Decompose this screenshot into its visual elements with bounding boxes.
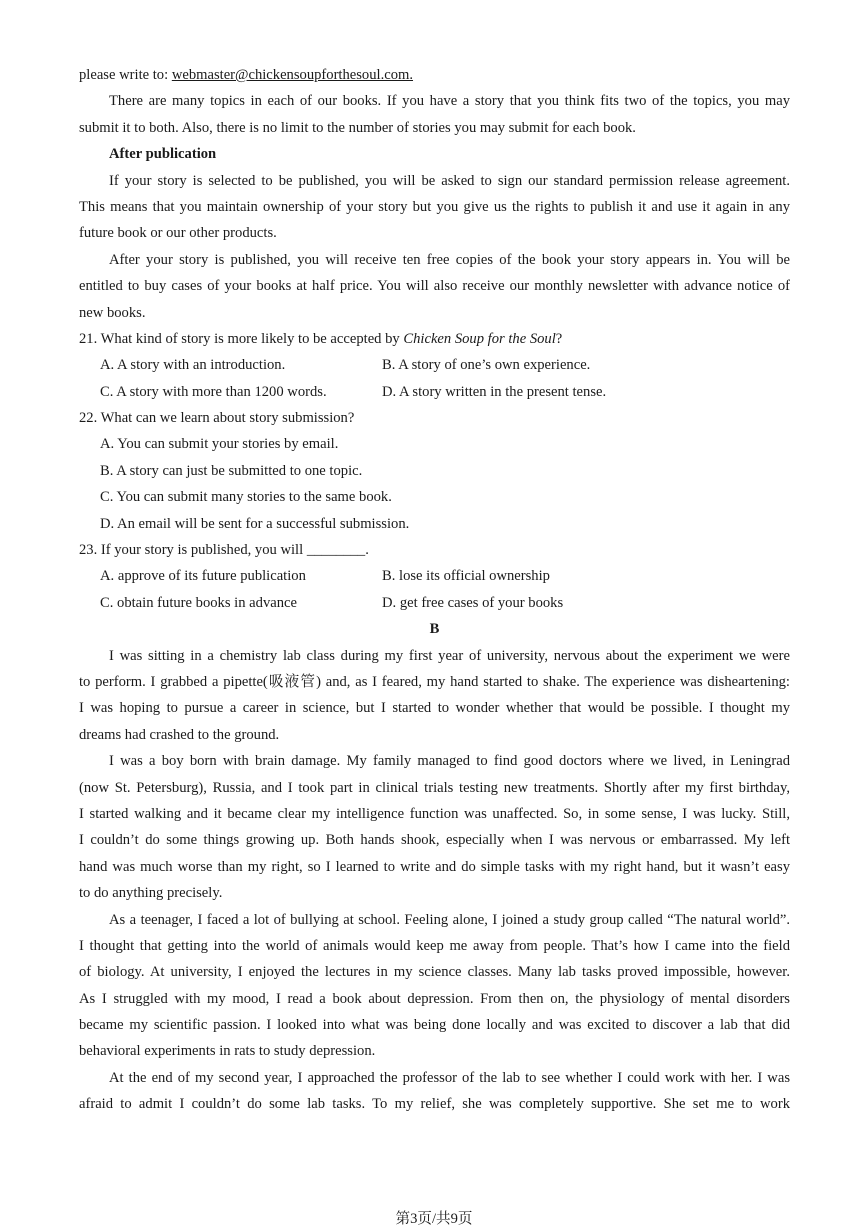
text-line: As a teenager, I faced a lot of bullying at school. Feeling alone, I joined a study group called “The natural world”.	[109, 911, 790, 928]
question-22-stem: 22. What can we learn about story submission?	[79, 410, 355, 427]
option-d: D. An email will be sent for a successful submission.	[100, 515, 410, 532]
text-line: I was hoping to pursue a career in science, but I started to wonder whether that would be possible. I thought my	[79, 700, 790, 717]
section-heading: After publication	[109, 146, 217, 163]
option-a: A. You can submit your stories by email.	[100, 436, 339, 453]
question-21-options-row	[79, 379, 790, 405]
option-b: B. lose its official ownership	[382, 568, 550, 585]
text-line: future book or our other products.	[79, 225, 277, 242]
text-line: afraid to admit I couldn’t do some lab tasks. To my relief, she was completely supportive. She set me to work	[79, 1096, 790, 1113]
option-c: C. You can submit many stories to the same book.	[100, 489, 392, 506]
section-b-label: B	[429, 621, 440, 638]
text-line: I thought that getting into the world of animals would keep me away from people. That’s how I came into the field	[79, 937, 790, 954]
option-a: A. approve of its future publication	[100, 568, 306, 585]
question-21-stem: 21. What kind of story is more likely to be accepted by Chicken Soup for the Soul?	[79, 330, 563, 347]
text-line: After your story is published, you will receive ten free copies of the book your story appears in. You will be	[109, 251, 790, 268]
question-23-options-row	[79, 563, 790, 589]
document-page	[79, 62, 790, 1118]
option-b: B. A story can just be submitted to one topic.	[100, 462, 363, 479]
text-line: submit it to both. Also, there is no limit to the number of stories you may submit for each book.	[79, 119, 636, 136]
text-line: I couldn’t do some things growing up. Both hands shook, especially when I was nervous or embarrassed. My left	[79, 832, 790, 849]
text-line: If your story is selected to be published, you will be asked to sign our standard permission release agreement.	[109, 172, 790, 189]
text-line: I was a boy born with brain damage. My family managed to find good doctors where we lived, in Leningrad	[109, 753, 790, 770]
text-line: entitled to buy cases of your books at half price. You will also receive our monthly newsletter with advance notice of	[79, 278, 790, 295]
option-b: B. A story of one’s own experience.	[382, 357, 591, 374]
text-line: (now St. Petersburg), Russia, and I took part in clinical trials testing new treatments. Shortly after my first birthday,	[79, 779, 790, 796]
question-23-stem: 23. If your story is published, you will ________.	[79, 542, 369, 559]
text-line: to perform. I grabbed a pipette(吸液管) and, as I feared, my hand started to shake. The experience was disheartening:	[79, 673, 790, 690]
page-number-footer: 第3页/共9页	[395, 1211, 473, 1227]
text-line: dreams had crashed to the ground.	[79, 726, 280, 743]
text-line: became my scientific passion. I looked into what was being done locally and was excited to discover a lab that did	[79, 1017, 790, 1034]
option-d: D. A story written in the present tense.	[382, 383, 607, 400]
text-line: behavioral experiments in rats to study depression.	[79, 1043, 376, 1060]
email-line: please write to: webmaster@chickensoupforthesoul.com.	[79, 67, 414, 83]
question-21-options-row	[79, 352, 790, 378]
text-line: new books.	[79, 304, 146, 321]
text-line: hand was much worse than my right, so I learned to write and do simple tasks with my right hand, but it wasn’t easy	[79, 858, 790, 875]
text-line: There are many topics in each of our books. If you have a story that you think fits two of the topics, you may	[109, 93, 790, 110]
email-link[interactable]: webmaster@chickensoupforthesoul.com.	[171, 67, 414, 83]
text-line: At the end of my second year, I approached the professor of the lab to see whether I could work with her. I was	[109, 1069, 790, 1086]
option-c: C. obtain future books in advance	[100, 594, 297, 611]
question-23-options-row	[79, 590, 790, 616]
option-a: A. A story with an introduction.	[100, 357, 286, 374]
option-c: C. A story with more than 1200 words.	[100, 383, 327, 400]
text-line: of biology. At university, I enjoyed the lectures in my science classes. Many lab tasks proved impossible, however.	[79, 964, 790, 981]
option-d: D. get free cases of your books	[382, 594, 564, 611]
text-line: I started walking and it became clear my intelligence function was unaffected. So, in some sense, I was lucky. Still,	[79, 805, 790, 822]
text-line: As I struggled with my mood, I read a book about depression. From then on, the physiology of mental disorders	[79, 990, 790, 1007]
text-line: I was sitting in a chemistry lab class during my first year of university, nervous about the experiment we were	[109, 647, 790, 664]
text-line: to do anything precisely.	[79, 885, 223, 902]
text-line: This means that you maintain ownership of your story but you give us the rights to publish it and use it again in any	[79, 198, 790, 215]
